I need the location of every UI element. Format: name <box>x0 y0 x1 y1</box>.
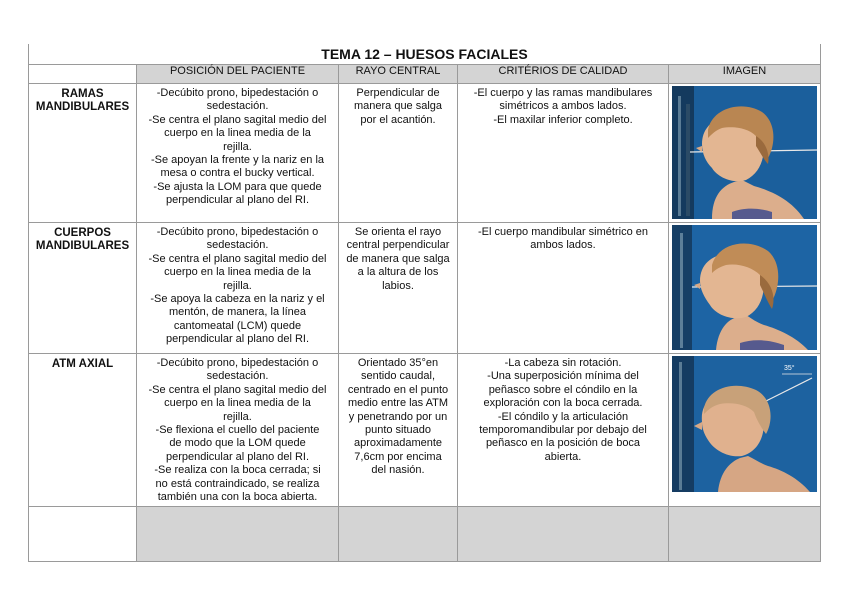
text-line: -El cuerpo y las ramas mandibulares <box>473 87 653 99</box>
text-line: exploración con la boca cerrada. <box>483 397 643 410</box>
patient-lateral-photo <box>672 86 817 219</box>
text-line: perpendicular al plano del RI. <box>165 450 310 463</box>
patient-lateral-photo <box>672 356 817 492</box>
page-title: TEMA 12 – HUESOS FACIALES <box>29 44 821 65</box>
text-line: -El cuerpo mandibular simétrico en <box>478 226 648 238</box>
text-line: -Decúbito prono, bipedestación o <box>156 357 319 369</box>
text-line: no está contraindicado, se realiza <box>155 477 320 490</box>
imagen-cell <box>669 223 821 354</box>
header-blank <box>29 65 137 84</box>
patient-photo-drawing <box>672 86 817 219</box>
text-line: rejilla. <box>223 140 252 153</box>
text-line: sedestación. <box>206 370 269 383</box>
text-line: mentón, de manera, la línea <box>169 306 306 319</box>
text-line: -Se flexiona el cuello del paciente <box>155 424 320 437</box>
text-line: de manera que salga <box>346 252 450 265</box>
blank-cell <box>339 507 458 562</box>
rayo-cell <box>339 354 458 507</box>
text-line: -Se ajusta la LOM para que quede <box>153 180 322 193</box>
text-line: a la altura de los <box>357 266 439 279</box>
text-line: -Decúbito prono, bipedestación o <box>156 87 319 99</box>
text-line: temporomandibular por debajo del <box>479 424 647 437</box>
text-line: aproximadamente <box>353 437 443 450</box>
table-row <box>29 354 821 507</box>
text-line: -Se centra el plano sagital medio del <box>148 113 327 126</box>
row-label-line: MANDIBULARES <box>35 240 130 252</box>
text-line: del nasión. <box>371 464 425 477</box>
posicion-cell <box>137 84 339 223</box>
imagen-cell <box>669 354 821 507</box>
row-label-line: MANDIBULARES <box>35 101 130 113</box>
text-line: de modo que la LOM quede <box>169 437 306 450</box>
text-line: -El maxilar inferior completo. <box>493 113 633 126</box>
blank-cell <box>29 507 137 562</box>
text-line: -Se apoya la cabeza en la nariz y el <box>150 293 325 306</box>
text-line: centrado en el punto <box>347 383 449 396</box>
text-line: sedestación. <box>206 100 269 113</box>
text-line: sedestación. <box>206 239 269 252</box>
text-line: 7,6cm por encima <box>354 450 442 463</box>
row-label-line: ATM AXIAL <box>51 358 114 370</box>
text-line: peñasco sobre el cóndilo en la <box>488 383 638 396</box>
text-line: mesa o contra el bucky vertical. <box>160 167 315 180</box>
text-line: manera que salga <box>353 100 443 113</box>
text-line: abierta. <box>544 450 582 463</box>
text-line: -La cabeza sin rotación. <box>504 357 622 369</box>
text-line: y penetrando por un <box>348 410 448 423</box>
text-line: rejilla. <box>223 410 252 423</box>
header-rayo: RAYO CENTRAL <box>339 65 458 84</box>
header-posicion: POSICIÓN DEL PACIENTE <box>137 65 339 84</box>
text-line: -Se centra el plano sagital medio del <box>148 252 327 265</box>
rayo-cell <box>339 223 458 354</box>
facial-bones-table <box>28 44 821 562</box>
blank-cell <box>669 507 821 562</box>
text-line: perpendicular al plano del RI. <box>165 333 310 346</box>
blank-cell <box>458 507 669 562</box>
text-line: también una con la boca abierta. <box>157 491 318 504</box>
row-label <box>29 354 137 507</box>
text-line: -El cóndilo y la articulación <box>497 410 629 423</box>
patient-lateral-photo <box>672 225 817 350</box>
text-line: cantomeatal (LCM) quede <box>173 319 302 332</box>
criterios-cell <box>458 354 669 507</box>
text-line: cuerpo en la linea media de la <box>164 397 311 410</box>
criterios-cell <box>458 223 669 354</box>
text-line: Perpendicular de <box>356 87 440 99</box>
text-line: Se orienta el rayo <box>354 226 442 238</box>
text-line: perpendicular al plano del RI. <box>165 194 310 207</box>
criterios-cell <box>458 84 669 223</box>
table-row <box>29 84 821 223</box>
text-line: -Se apoyan la frente y la nariz en la <box>150 154 325 167</box>
text-line: sentido caudal, <box>361 370 435 383</box>
patient-photo-drawing <box>672 356 817 492</box>
posicion-cell <box>137 223 339 354</box>
text-line: peñasco en la posición de boca <box>485 437 641 450</box>
header-criterios: CRITÉRIOS DE CALIDAD <box>458 65 669 84</box>
blank-row <box>29 507 821 562</box>
posicion-cell <box>137 354 339 507</box>
text-line: -Se centra el plano sagital medio del <box>148 383 327 396</box>
text-line: -Decúbito prono, bipedestación o <box>156 226 319 238</box>
text-line: simétricos a ambos lados. <box>499 100 627 113</box>
text-line: cuerpo en la linea media de la <box>164 266 311 279</box>
text-line: punto situado <box>364 424 432 437</box>
row-label-line: RAMAS <box>61 88 104 100</box>
blank-cell <box>137 507 339 562</box>
header-imagen: IMAGEN <box>669 65 821 84</box>
patient-photo-drawing <box>672 225 817 350</box>
imagen-cell <box>669 84 821 223</box>
text-line: rejilla. <box>223 279 252 292</box>
row-label-line: CUERPOS <box>54 227 111 239</box>
text-line: por el acantión. <box>360 113 436 126</box>
text-line: ambos lados. <box>530 239 596 252</box>
angle-label: 35° <box>784 365 795 372</box>
text-line: central perpendicular <box>346 239 450 252</box>
rayo-cell <box>339 84 458 223</box>
text-line: labios. <box>382 279 414 292</box>
row-label <box>29 223 137 354</box>
text-line: -Una superposición mínima del <box>487 370 639 383</box>
header-row <box>29 65 821 84</box>
text-line: cuerpo en la linea media de la <box>164 127 311 140</box>
text-line: Orientado 35°en <box>357 357 439 369</box>
text-line: medio entre las ATM <box>347 397 449 410</box>
table-row <box>29 223 821 354</box>
row-label <box>29 84 137 223</box>
text-line: -Se realiza con la boca cerrada; si <box>154 464 321 477</box>
